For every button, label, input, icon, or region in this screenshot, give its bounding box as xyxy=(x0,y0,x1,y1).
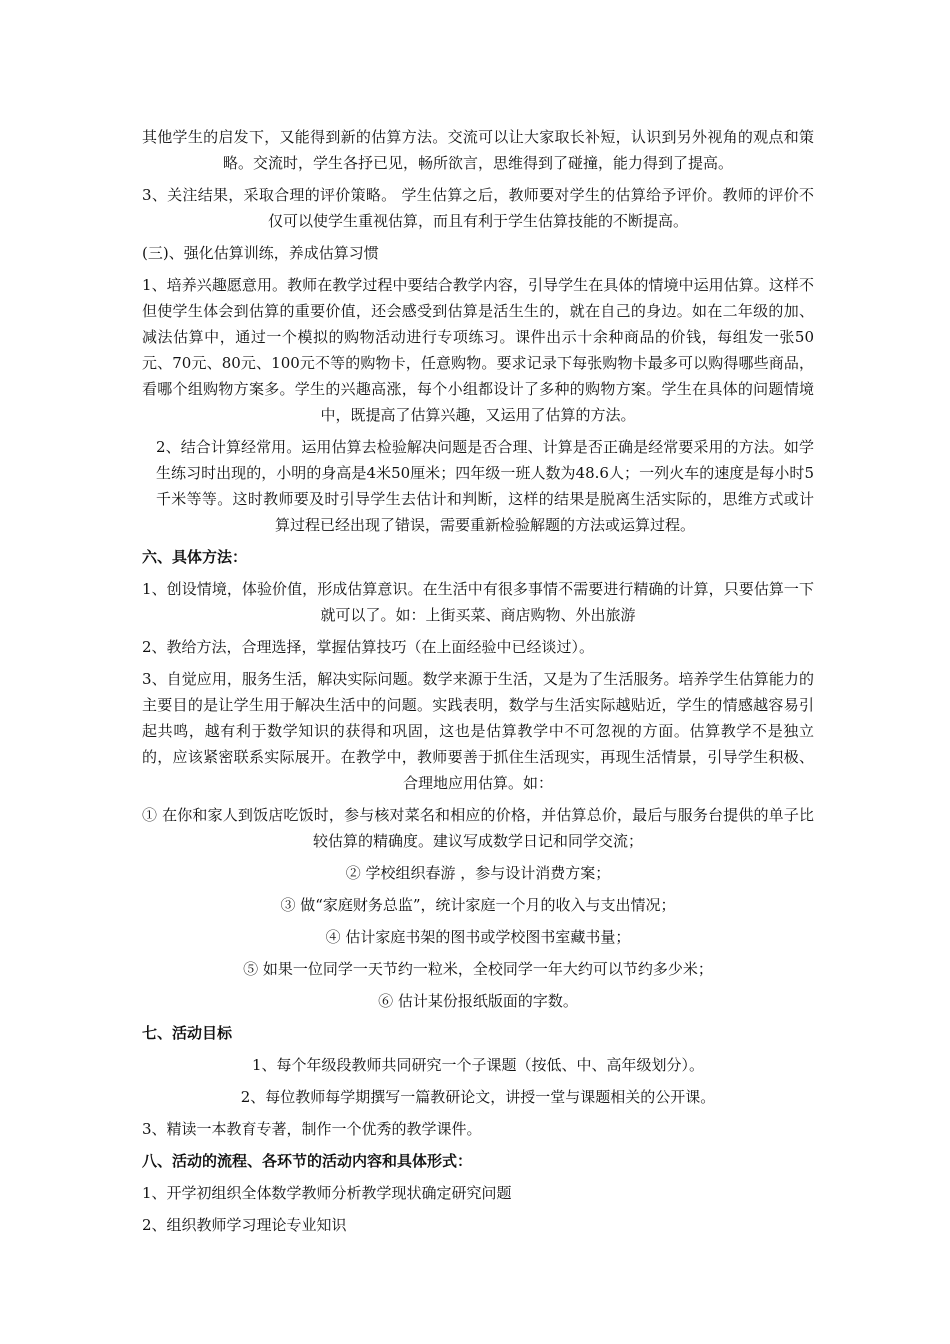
method-3: 3、自觉应用，服务生活，解决实际问题。数学来源于生活，又是为了生活服务。培养学生估算能力的主要目的是让学生用于解决生活中的问题。实践表明，数学与生活实际越贴近，学生的情感越容易引起共鸣，越有利于数学知识的获得和巩固，这也是估算教学中不可忽视的方面。估算教学不是独立的，应该紧密联系实际展开。在教学中，教师要善于抓住生活现实，再现生活情景，引导学生积极、合理地应用估算。如： xyxy=(142,670,814,792)
example-1: ① 在你和家人到饭店吃饭时，参与核对菜名和相应的价格，并估算总价，最后与服务台提供的单子比较估算的精确度。建议写成数学日记和同学交流； xyxy=(142,806,814,850)
example-5: ⑤ 如果一位同学一天节约一粒米，全校同学一年大约可以节约多少米； xyxy=(243,960,713,978)
heading-seven: 七、活动目标 xyxy=(142,1024,233,1042)
paragraph-exchange: 其他学生的启发下，又能得到新的估算方法。交流可以让大家取长补短，认识到另外视角的观点和策略。交流时，学生各抒已见，畅所欲言，思维得到了碰撞，能力得到了提高。 xyxy=(142,128,814,172)
paragraph-evaluation: 3、关注结果，采取合理的评价策略。 学生估算之后，教师要对学生的估算给予评价。教师的评价不仅可以使学生重视估算，而且有利于学生估算技能的不断提高。 xyxy=(142,186,814,230)
goal-1: 1、每个年级段教师共同研究一个子课题（按低、中、高年级划分）。 xyxy=(251,1056,705,1074)
paragraph-calculation: 2、结合计算经常用。运用估算去检验解决问题是否合理、计算是否正确是经常要采用的方法。如学生练习时出现的，小明的身高是4米50厘米；四年级一班人数为48.6人；一列火车的速度是每小时5千米等等。这时教师要及时引导学生去估计和判断，这样的结果是脱离生活实际的，思维方式或计算过程已经出现了错误，需要重新检验解题的方法或运算过程。 xyxy=(156,438,814,534)
flow-1: 1、开学初组织全体数学教师分析教学现状确定研究问题 xyxy=(142,1184,512,1202)
heading-six: 六、具体方法： xyxy=(142,548,248,566)
document-page xyxy=(142,124,814,1244)
example-6: ⑥ 估计某份报纸版面的字数。 xyxy=(378,992,578,1010)
section-heading-3: (三)、强化估算训练，养成估算习惯 xyxy=(142,244,379,262)
example-2: ② 学校组织春游 ，参与设计消费方案； xyxy=(345,864,611,882)
method-1: 1、创设情境，体验价值，形成估算意识。在生活中有很多事情不需要进行精确的计算，只要估算一下就可以了。如：上街买菜、商店购物、外出旅游 xyxy=(142,580,814,624)
goal-3: 3、精读一本教育专著，制作一个优秀的教学课件。 xyxy=(142,1120,482,1138)
example-4: ④ 估计家庭书架的图书或学校图书室藏书量； xyxy=(325,928,631,946)
example-3: ③ 做“家庭财务总监”，统计家庭一个月的收入与支出情况； xyxy=(280,896,676,914)
heading-eight: 八、活动的流程、各环节的活动内容和具体形式： xyxy=(142,1152,473,1170)
goal-2: 2、每位教师每学期撰写一篇教研论文，讲授一堂与课题相关的公开课。 xyxy=(240,1088,716,1106)
paragraph-interest: 1、培养兴趣愿意用。教师在教学过程中要结合教学内容，引导学生在具体的情境中运用估算。这样不但使学生体会到估算的重要价值，还会感受到估算是活生生的，就在自己的身边。如在二年级的加、减法估算中，通过一个模拟的购物活动进行专项练习。课件出示十余种商品的价钱，每组发一张50元、70元、80元、100元不等的购物卡，任意购物。要求记录下每张购物卡最多可以购得哪些商品，看哪个组购物方案多。学生的兴趣高涨，每个小组都设计了多种的购物方案。学生在具体的问题情境中，既提高了估算兴趣，又运用了估算的方法。 xyxy=(142,276,814,424)
flow-2: 2、组织教师学习理论专业知识 xyxy=(142,1216,347,1234)
method-2: 2、教给方法，合理选择，掌握估算技巧（在上面经验中已经谈过）。 xyxy=(142,638,595,656)
